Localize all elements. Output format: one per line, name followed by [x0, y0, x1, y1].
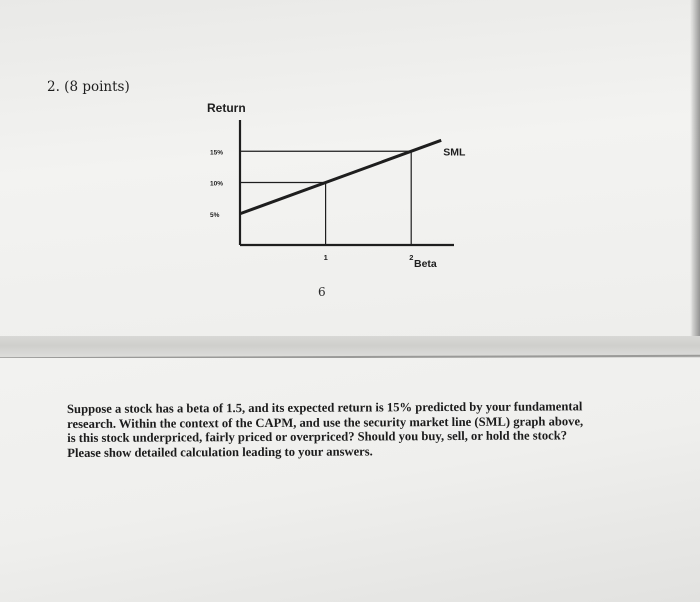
question-line: Please show detailed calculation leading to your answers. — [67, 444, 373, 460]
question-number: 2. (8 points) — [47, 79, 130, 95]
question-text — [67, 399, 637, 460]
sml-label: SML — [443, 146, 466, 159]
question-line: is this stock underpriced, fairly priced or overpriced? Should you buy, sell, or hold the stock? — [67, 428, 568, 446]
y-axis-label: Return — [207, 101, 246, 115]
y-tick-label: 5% — [210, 211, 220, 219]
y-tick-label: 10% — [210, 180, 224, 188]
paper-sheet-bottom — [0, 358, 700, 602]
question-line: research. Within the context of the CAPM, and use the security market line (SML) graph above, — [67, 413, 584, 431]
y-tick-label: 15% — [210, 149, 224, 157]
x-tick-label: 2 — [409, 253, 414, 262]
page-number: 6 — [318, 285, 326, 299]
x-axis-label: Beta — [414, 258, 437, 270]
chart-plot-area — [207, 101, 466, 270]
x-tick-label: 1 — [323, 253, 328, 262]
question-line: Suppose a stock has a beta of 1.5, and its expected return is 15% predicted by your fundamental — [67, 399, 583, 416]
